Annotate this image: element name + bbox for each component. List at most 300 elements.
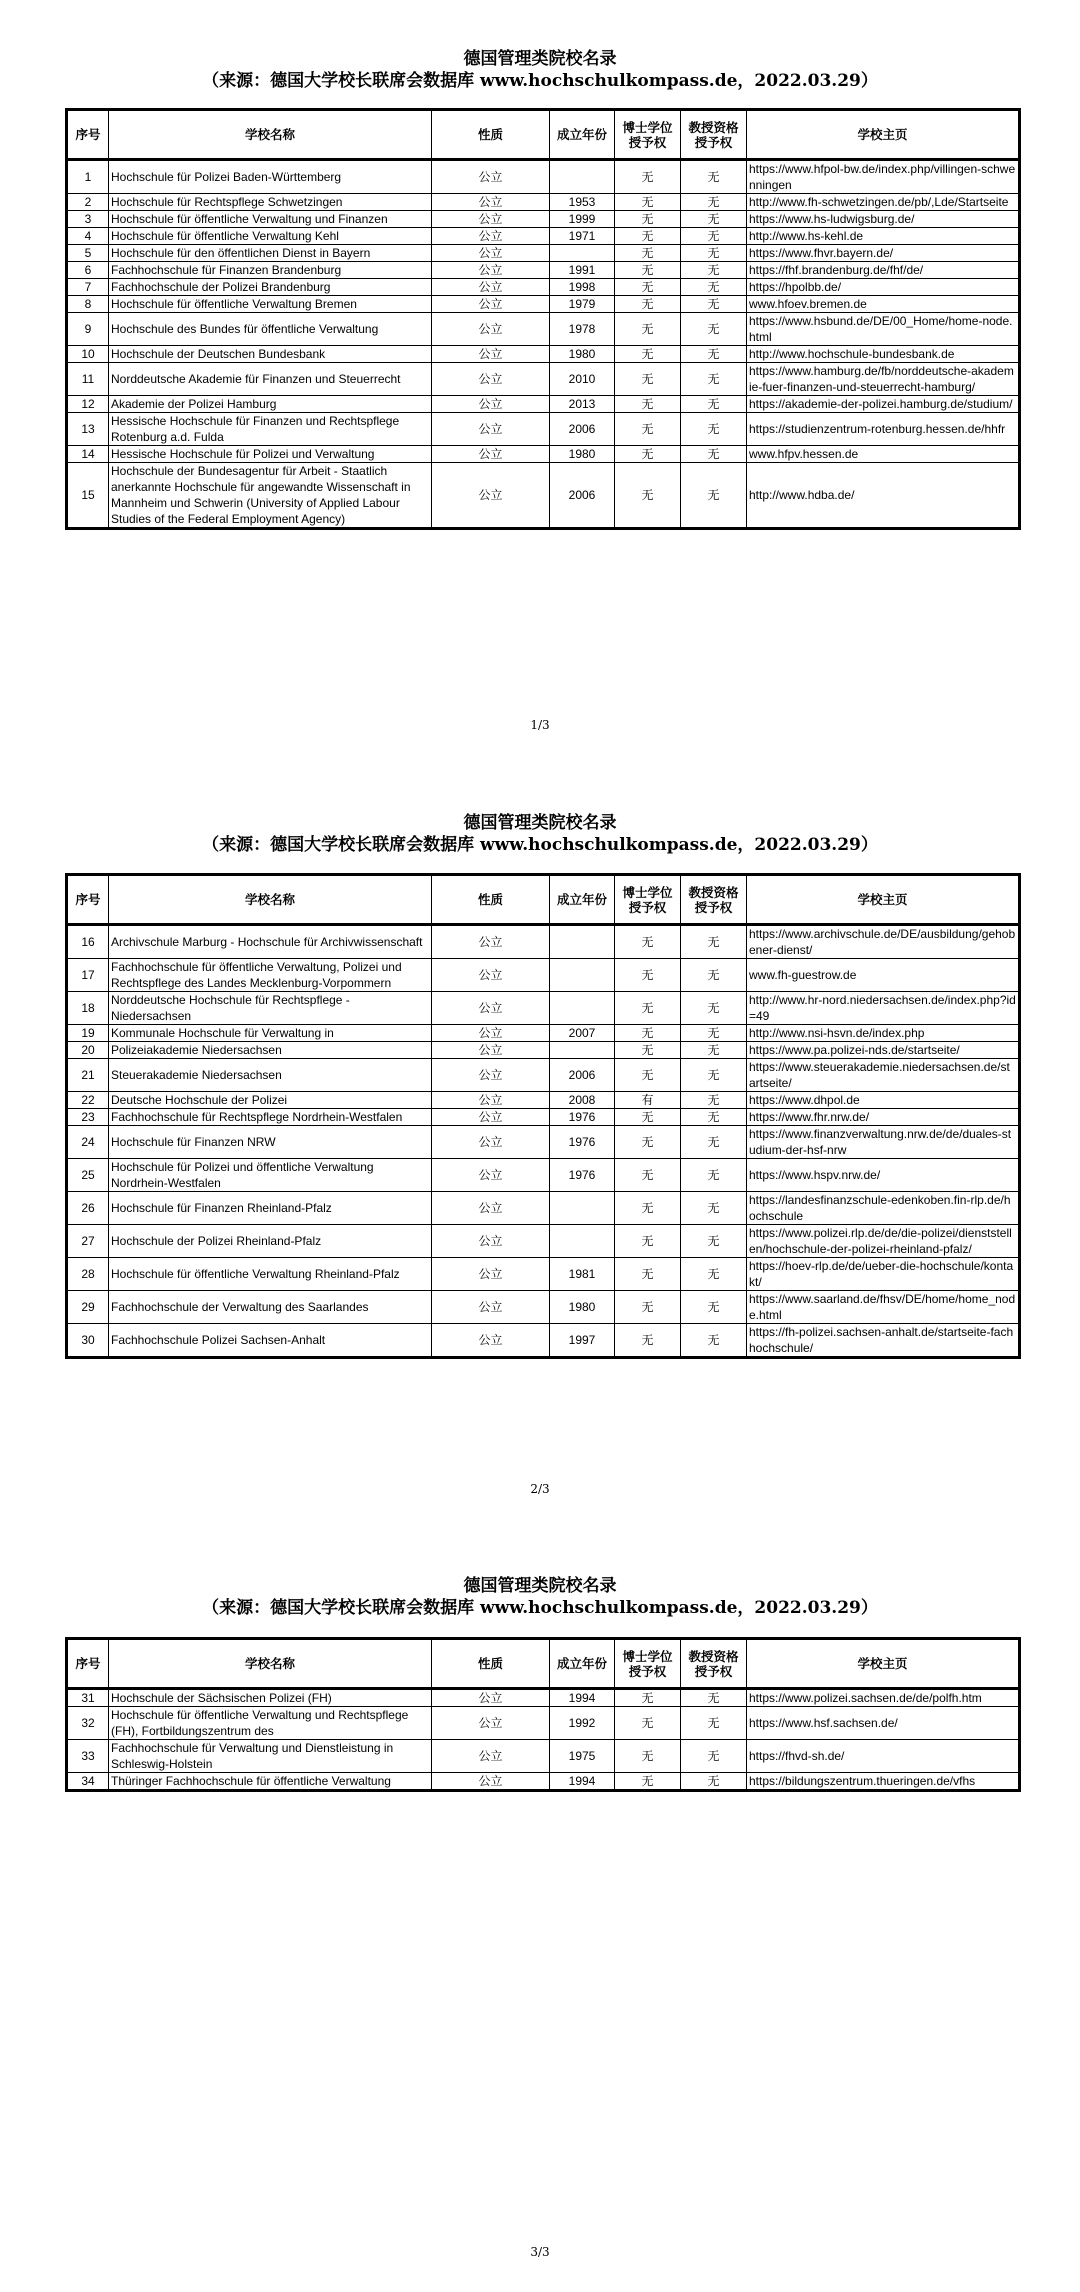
table-row (67, 992, 1020, 1025)
cell-homepage-url: https://www.hspv.nrw.de/ (747, 1159, 1020, 1192)
cell-phd-right: 无 (615, 396, 681, 413)
cell-type: 公立 (432, 160, 550, 194)
cell-year: 1975 (550, 1740, 615, 1773)
cell-type: 公立 (432, 1042, 550, 1059)
cell-homepage-url: http://www.nsi-hsvn.de/index.php (747, 1025, 1020, 1042)
cell-type: 公立 (432, 1109, 550, 1126)
cell-prof-right: 无 (681, 363, 747, 396)
cell-homepage-url: https://akademie-der-polizei.hamburg.de/studium/ (747, 396, 1020, 413)
cell-prof-right: 无 (681, 279, 747, 296)
cell-prof-right: 无 (681, 211, 747, 228)
header-prof: 教授资格授予权 (681, 875, 747, 925)
page-title (0, 48, 1080, 92)
cell-homepage-url: https://www.archivschule.de/DE/ausbildung/gehobener-dienst/ (747, 925, 1020, 959)
cell-prof-right: 无 (681, 1109, 747, 1126)
cell-school-name: Fachhochschule für öffentliche Verwaltung, Polizei und Rechtspflege des Landes Mecklenburg-Vorpommern (109, 959, 432, 992)
cell-phd-right: 无 (615, 211, 681, 228)
header-name: 学校名称 (109, 1639, 432, 1689)
cell-school-name: Hochschule für Rechtspflege Schwetzingen (109, 194, 432, 211)
cell-prof-right: 无 (681, 413, 747, 446)
cell-prof-right: 无 (681, 313, 747, 346)
cell-type: 公立 (432, 446, 550, 463)
header-no: 序号 (67, 1639, 109, 1689)
cell-type: 公立 (432, 1689, 550, 1707)
table-row (67, 363, 1020, 396)
cell-school-name: Hochschule für Polizei Baden-Württemberg (109, 160, 432, 194)
cell-type: 公立 (432, 245, 550, 262)
cell-school-name: Archivschule Marburg - Hochschule für Archivwissenschaft (109, 925, 432, 959)
cell-phd-right: 有 (615, 1092, 681, 1109)
cell-phd-right: 无 (615, 1126, 681, 1159)
cell-school-name: Hochschule der Polizei Rheinland-Pfalz (109, 1225, 432, 1258)
cell-type: 公立 (432, 363, 550, 396)
header-type: 性质 (432, 110, 550, 160)
cell-homepage-url: https://bildungszentrum.thueringen.de/vfhs (747, 1773, 1020, 1791)
cell-no: 7 (67, 279, 109, 296)
cell-phd-right: 无 (615, 279, 681, 296)
cell-phd-right: 无 (615, 228, 681, 245)
cell-year: 1971 (550, 228, 615, 245)
table-row (67, 1042, 1020, 1059)
school-table (65, 873, 1021, 1359)
cell-no: 22 (67, 1092, 109, 1109)
cell-no: 13 (67, 413, 109, 446)
page-number: 1/3 (530, 718, 550, 732)
cell-no: 19 (67, 1025, 109, 1042)
cell-type: 公立 (432, 228, 550, 245)
table-row (67, 1258, 1020, 1291)
cell-homepage-url: http://www.hs-kehl.de (747, 228, 1020, 245)
cell-no: 33 (67, 1740, 109, 1773)
cell-school-name: Kommunale Hochschule für Verwaltung in (109, 1025, 432, 1042)
cell-homepage-url: https://www.finanzverwaltung.nrw.de/de/duales-studium-der-hsf-nrw (747, 1126, 1020, 1159)
cell-no: 23 (67, 1109, 109, 1126)
cell-phd-right: 无 (615, 1324, 681, 1358)
cell-year: 2008 (550, 1092, 615, 1109)
cell-year: 1994 (550, 1689, 615, 1707)
cell-year: 1953 (550, 194, 615, 211)
cell-homepage-url: https://www.pa.polizei-nds.de/startseite/ (747, 1042, 1020, 1059)
cell-type: 公立 (432, 1707, 550, 1740)
cell-type: 公立 (432, 1324, 550, 1358)
cell-type: 公立 (432, 194, 550, 211)
cell-prof-right: 无 (681, 925, 747, 959)
header-url: 学校主页 (747, 875, 1020, 925)
cell-prof-right: 无 (681, 1740, 747, 1773)
cell-year: 1994 (550, 1773, 615, 1791)
table-row (67, 1092, 1020, 1109)
cell-phd-right: 无 (615, 1707, 681, 1740)
cell-type: 公立 (432, 1059, 550, 1092)
cell-homepage-url: https://www.polizei.sachsen.de/de/polfh.htm (747, 1689, 1020, 1707)
cell-year: 2010 (550, 363, 615, 396)
header-name: 学校名称 (109, 875, 432, 925)
cell-no: 10 (67, 346, 109, 363)
table-row (67, 1126, 1020, 1159)
cell-school-name: Hochschule für öffentliche Verwaltung Bremen (109, 296, 432, 313)
cell-year: 1980 (550, 1291, 615, 1324)
school-table (65, 108, 1021, 530)
cell-type: 公立 (432, 396, 550, 413)
cell-school-name: Norddeutsche Hochschule für Rechtspflege - Niedersachsen (109, 992, 432, 1025)
header-year: 成立年份 (550, 1639, 615, 1689)
cell-no: 3 (67, 211, 109, 228)
table-row (67, 228, 1020, 245)
school-table (65, 1637, 1021, 1792)
header-type: 性质 (432, 875, 550, 925)
cell-homepage-url: https://www.dhpol.de (747, 1092, 1020, 1109)
cell-school-name: Fachhochschule für Rechtspflege Nordrhein-Westfalen (109, 1109, 432, 1126)
title-line-2: （来源：德国大学校长联席会数据库 www.hochschulkompass.de，2022.03.29） (202, 835, 878, 855)
cell-no: 25 (67, 1159, 109, 1192)
table-row (67, 279, 1020, 296)
cell-prof-right: 无 (681, 1092, 747, 1109)
cell-year: 1981 (550, 1258, 615, 1291)
cell-prof-right: 无 (681, 992, 747, 1025)
cell-type: 公立 (432, 925, 550, 959)
cell-school-name: Norddeutsche Akademie für Finanzen und Steuerrecht (109, 363, 432, 396)
cell-phd-right: 无 (615, 1192, 681, 1225)
cell-school-name: Deutsche Hochschule der Polizei (109, 1092, 432, 1109)
cell-year: 1979 (550, 296, 615, 313)
cell-phd-right: 无 (615, 1042, 681, 1059)
cell-school-name: Hochschule für Finanzen Rheinland-Pfalz (109, 1192, 432, 1225)
cell-phd-right: 无 (615, 1225, 681, 1258)
cell-phd-right: 无 (615, 1740, 681, 1773)
cell-no: 6 (67, 262, 109, 279)
header-url: 学校主页 (747, 1639, 1020, 1689)
cell-phd-right: 无 (615, 245, 681, 262)
cell-no: 31 (67, 1689, 109, 1707)
table-row (67, 1025, 1020, 1042)
cell-year: 2013 (550, 396, 615, 413)
cell-year: 1976 (550, 1159, 615, 1192)
cell-no: 29 (67, 1291, 109, 1324)
page-title (0, 1575, 1080, 1619)
cell-year: 1980 (550, 346, 615, 363)
cell-phd-right: 无 (615, 1025, 681, 1042)
table-row (67, 463, 1020, 529)
header-phd: 博士学位授予权 (615, 110, 681, 160)
cell-prof-right: 无 (681, 1159, 747, 1192)
cell-homepage-url: https://studienzentrum-rotenburg.hessen.de/hhfr (747, 413, 1020, 446)
cell-homepage-url: https://www.hfpol-bw.de/index.php/villingen-schwenningen (747, 160, 1020, 194)
cell-prof-right: 无 (681, 194, 747, 211)
cell-type: 公立 (432, 959, 550, 992)
cell-prof-right: 无 (681, 1192, 747, 1225)
table-row (67, 446, 1020, 463)
cell-no: 14 (67, 446, 109, 463)
table-row (67, 1192, 1020, 1225)
cell-school-name: Hochschule für öffentliche Verwaltung und Rechtspflege (FH), Fortbildungszentrum des (109, 1707, 432, 1740)
cell-school-name: Hochschule für Finanzen NRW (109, 1126, 432, 1159)
cell-no: 5 (67, 245, 109, 262)
cell-phd-right: 无 (615, 1773, 681, 1791)
cell-phd-right: 无 (615, 1258, 681, 1291)
table-row (67, 194, 1020, 211)
cell-no: 1 (67, 160, 109, 194)
cell-school-name: Hochschule für öffentliche Verwaltung und Finanzen (109, 211, 432, 228)
header-url: 学校主页 (747, 110, 1020, 160)
cell-homepage-url: www.hfpv.hessen.de (747, 446, 1020, 463)
cell-prof-right: 无 (681, 446, 747, 463)
cell-prof-right: 无 (681, 262, 747, 279)
cell-year: 1991 (550, 262, 615, 279)
header-name: 学校名称 (109, 110, 432, 160)
table-row (67, 1689, 1020, 1707)
header-no: 序号 (67, 875, 109, 925)
cell-homepage-url: www.hfoev.bremen.de (747, 296, 1020, 313)
cell-no: 28 (67, 1258, 109, 1291)
cell-homepage-url: https://www.hsf.sachsen.de/ (747, 1707, 1020, 1740)
cell-phd-right: 无 (615, 363, 681, 396)
cell-school-name: Fachhochschule der Verwaltung des Saarlandes (109, 1291, 432, 1324)
cell-homepage-url: https://www.hamburg.de/fb/norddeutsche-akademie-fuer-finanzen-und-steuerrecht-hamburg/ (747, 363, 1020, 396)
cell-year: 1976 (550, 1126, 615, 1159)
cell-year: 1997 (550, 1324, 615, 1358)
cell-type: 公立 (432, 1159, 550, 1192)
cell-year (550, 245, 615, 262)
header-no: 序号 (67, 110, 109, 160)
table-row (67, 396, 1020, 413)
table-row (67, 245, 1020, 262)
cell-school-name: Hochschule für Polizei und öffentliche Verwaltung Nordrhein-Westfalen (109, 1159, 432, 1192)
table-row (67, 160, 1020, 194)
cell-prof-right: 无 (681, 959, 747, 992)
cell-type: 公立 (432, 1192, 550, 1225)
title-line-2: （来源：德国大学校长联席会数据库 www.hochschulkompass.de，2022.03.29） (202, 1598, 878, 1618)
cell-prof-right: 无 (681, 396, 747, 413)
cell-year: 1978 (550, 313, 615, 346)
cell-prof-right: 无 (681, 1707, 747, 1740)
table-row (67, 1324, 1020, 1358)
cell-year: 2006 (550, 413, 615, 446)
cell-prof-right: 无 (681, 1689, 747, 1707)
cell-school-name: Hochschule für öffentliche Verwaltung Rheinland-Pfalz (109, 1258, 432, 1291)
cell-no: 34 (67, 1773, 109, 1791)
cell-homepage-url: https://fhf.brandenburg.de/fhf/de/ (747, 262, 1020, 279)
cell-phd-right: 无 (615, 413, 681, 446)
cell-homepage-url: https://hoev-rlp.de/de/ueber-die-hochschule/kontakt/ (747, 1258, 1020, 1291)
cell-school-name: Hessische Hochschule für Finanzen und Rechtspflege Rotenburg a.d. Fulda (109, 413, 432, 446)
cell-prof-right: 无 (681, 1225, 747, 1258)
cell-school-name: Fachhochschule für Finanzen Brandenburg (109, 262, 432, 279)
table-row (67, 1707, 1020, 1740)
cell-no: 24 (67, 1126, 109, 1159)
cell-school-name: Fachhochschule für Verwaltung und Dienstleistung in Schleswig-Holstein (109, 1740, 432, 1773)
cell-school-name: Fachhochschule der Polizei Brandenburg (109, 279, 432, 296)
cell-homepage-url: https://www.polizei.rlp.de/de/die-polizei/dienststellen/hochschule-der-polizei-rheinland-pfalz/ (747, 1225, 1020, 1258)
cell-no: 8 (67, 296, 109, 313)
cell-type: 公立 (432, 1126, 550, 1159)
cell-phd-right: 无 (615, 925, 681, 959)
cell-phd-right: 无 (615, 262, 681, 279)
cell-school-name: Hessische Hochschule für Polizei und Verwaltung (109, 446, 432, 463)
title-line-1: 德国管理类院校名录 (463, 49, 617, 69)
table-row (67, 313, 1020, 346)
cell-no: 30 (67, 1324, 109, 1358)
cell-prof-right: 无 (681, 1258, 747, 1291)
cell-no: 17 (67, 959, 109, 992)
cell-year: 2006 (550, 463, 615, 529)
cell-homepage-url: https://landesfinanzschule-edenkoben.fin-rlp.de/hochschule (747, 1192, 1020, 1225)
cell-prof-right: 无 (681, 296, 747, 313)
cell-type: 公立 (432, 1092, 550, 1109)
cell-year (550, 1192, 615, 1225)
cell-prof-right: 无 (681, 346, 747, 363)
cell-phd-right: 无 (615, 992, 681, 1025)
table-row (67, 1740, 1020, 1773)
cell-no: 32 (67, 1707, 109, 1740)
cell-year (550, 925, 615, 959)
header-prof: 教授资格授予权 (681, 1639, 747, 1689)
table-row (67, 413, 1020, 446)
cell-year: 1998 (550, 279, 615, 296)
cell-homepage-url: http://www.hdba.de/ (747, 463, 1020, 529)
cell-prof-right: 无 (681, 463, 747, 529)
cell-type: 公立 (432, 262, 550, 279)
cell-phd-right: 无 (615, 1059, 681, 1092)
table-row (67, 925, 1020, 959)
cell-phd-right: 无 (615, 1109, 681, 1126)
title-line-2: （来源：德国大学校长联席会数据库 www.hochschulkompass.de，2022.03.29） (202, 71, 878, 91)
header-phd: 博士学位授予权 (615, 1639, 681, 1689)
header-phd: 博士学位授予权 (615, 875, 681, 925)
cell-no: 12 (67, 396, 109, 413)
table-row (67, 959, 1020, 992)
cell-type: 公立 (432, 211, 550, 228)
cell-homepage-url: https://fhvd-sh.de/ (747, 1740, 1020, 1773)
cell-no: 27 (67, 1225, 109, 1258)
table-row (67, 1159, 1020, 1192)
cell-homepage-url: http://www.fh-schwetzingen.de/pb/,Lde/Startseite (747, 194, 1020, 211)
cell-phd-right: 无 (615, 446, 681, 463)
cell-type: 公立 (432, 1773, 550, 1791)
cell-prof-right: 无 (681, 1042, 747, 1059)
cell-homepage-url: https://www.fhvr.bayern.de/ (747, 245, 1020, 262)
cell-school-name: Hochschule der Deutschen Bundesbank (109, 346, 432, 363)
cell-homepage-url: https://hpolbb.de/ (747, 279, 1020, 296)
cell-phd-right: 无 (615, 959, 681, 992)
cell-type: 公立 (432, 463, 550, 529)
page-title (0, 812, 1080, 856)
cell-type: 公立 (432, 346, 550, 363)
cell-phd-right: 无 (615, 296, 681, 313)
cell-phd-right: 无 (615, 160, 681, 194)
cell-year (550, 1042, 615, 1059)
cell-prof-right: 无 (681, 1059, 747, 1092)
cell-type: 公立 (432, 313, 550, 346)
cell-year (550, 1225, 615, 1258)
cell-phd-right: 无 (615, 313, 681, 346)
cell-school-name: Thüringer Fachhochschule für öffentliche Verwaltung (109, 1773, 432, 1791)
cell-type: 公立 (432, 1291, 550, 1324)
cell-homepage-url: https://www.hsbund.de/DE/00_Home/home-node.html (747, 313, 1020, 346)
cell-school-name: Hochschule der Bundesagentur für Arbeit - Staatlich anerkannte Hochschule für angewandte Wissenschaft in Mannheim und Schwerin (University of Applied Labour Studies of the Federal Employment Agency) (109, 463, 432, 529)
table-row (67, 346, 1020, 363)
cell-no: 15 (67, 463, 109, 529)
table-row (67, 1773, 1020, 1791)
cell-no: 4 (67, 228, 109, 245)
cell-no: 16 (67, 925, 109, 959)
header-year: 成立年份 (550, 875, 615, 925)
cell-type: 公立 (432, 1025, 550, 1042)
page-number: 3/3 (530, 2245, 550, 2259)
table-row (67, 1059, 1020, 1092)
cell-year: 1999 (550, 211, 615, 228)
page-number: 2/3 (530, 1482, 550, 1496)
cell-prof-right: 无 (681, 1025, 747, 1042)
cell-homepage-url: https://www.hs-ludwigsburg.de/ (747, 211, 1020, 228)
cell-school-name: Hochschule des Bundes für öffentliche Verwaltung (109, 313, 432, 346)
cell-phd-right: 无 (615, 346, 681, 363)
cell-prof-right: 无 (681, 245, 747, 262)
cell-type: 公立 (432, 992, 550, 1025)
cell-no: 11 (67, 363, 109, 396)
table-row (67, 1225, 1020, 1258)
cell-year: 1976 (550, 1109, 615, 1126)
title-line-1: 德国管理类院校名录 (463, 1576, 617, 1596)
cell-phd-right: 无 (615, 194, 681, 211)
cell-type: 公立 (432, 279, 550, 296)
cell-no: 9 (67, 313, 109, 346)
cell-year (550, 160, 615, 194)
cell-phd-right: 无 (615, 1291, 681, 1324)
cell-school-name: Hochschule der Sächsischen Polizei (FH) (109, 1689, 432, 1707)
cell-prof-right: 无 (681, 160, 747, 194)
cell-type: 公立 (432, 1258, 550, 1291)
cell-school-name: Akademie der Polizei Hamburg (109, 396, 432, 413)
cell-homepage-url: https://www.steuerakademie.niedersachsen.de/startseite/ (747, 1059, 1020, 1092)
cell-prof-right: 无 (681, 1291, 747, 1324)
cell-type: 公立 (432, 1225, 550, 1258)
cell-phd-right: 无 (615, 463, 681, 529)
cell-year (550, 992, 615, 1025)
header-year: 成立年份 (550, 110, 615, 160)
cell-school-name: Fachhochschule Polizei Sachsen-Anhalt (109, 1324, 432, 1358)
cell-homepage-url: https://www.saarland.de/fhsv/DE/home/home_node.html (747, 1291, 1020, 1324)
table-row (67, 1109, 1020, 1126)
cell-prof-right: 无 (681, 1126, 747, 1159)
cell-homepage-url: https://www.fhr.nrw.de/ (747, 1109, 1020, 1126)
cell-prof-right: 无 (681, 228, 747, 245)
cell-homepage-url: www.fh-guestrow.de (747, 959, 1020, 992)
cell-no: 2 (67, 194, 109, 211)
header-prof: 教授资格授予权 (681, 110, 747, 160)
cell-year: 1980 (550, 446, 615, 463)
cell-no: 18 (67, 992, 109, 1025)
table-row (67, 296, 1020, 313)
cell-year: 2006 (550, 1059, 615, 1092)
cell-year: 1992 (550, 1707, 615, 1740)
cell-homepage-url: https://fh-polizei.sachsen-anhalt.de/startseite-fachhochschule/ (747, 1324, 1020, 1358)
cell-no: 26 (67, 1192, 109, 1225)
cell-no: 20 (67, 1042, 109, 1059)
cell-prof-right: 无 (681, 1773, 747, 1791)
cell-phd-right: 无 (615, 1159, 681, 1192)
cell-homepage-url: http://www.hochschule-bundesbank.de (747, 346, 1020, 363)
cell-year: 2007 (550, 1025, 615, 1042)
cell-type: 公立 (432, 1740, 550, 1773)
cell-school-name: Polizeiakademie Niedersachsen (109, 1042, 432, 1059)
cell-school-name: Steuerakademie Niedersachsen (109, 1059, 432, 1092)
cell-homepage-url: http://www.hr-nord.niedersachsen.de/index.php?id=49 (747, 992, 1020, 1025)
cell-phd-right: 无 (615, 1689, 681, 1707)
cell-no: 21 (67, 1059, 109, 1092)
cell-school-name: Hochschule für öffentliche Verwaltung Kehl (109, 228, 432, 245)
table-row (67, 211, 1020, 228)
cell-year (550, 959, 615, 992)
